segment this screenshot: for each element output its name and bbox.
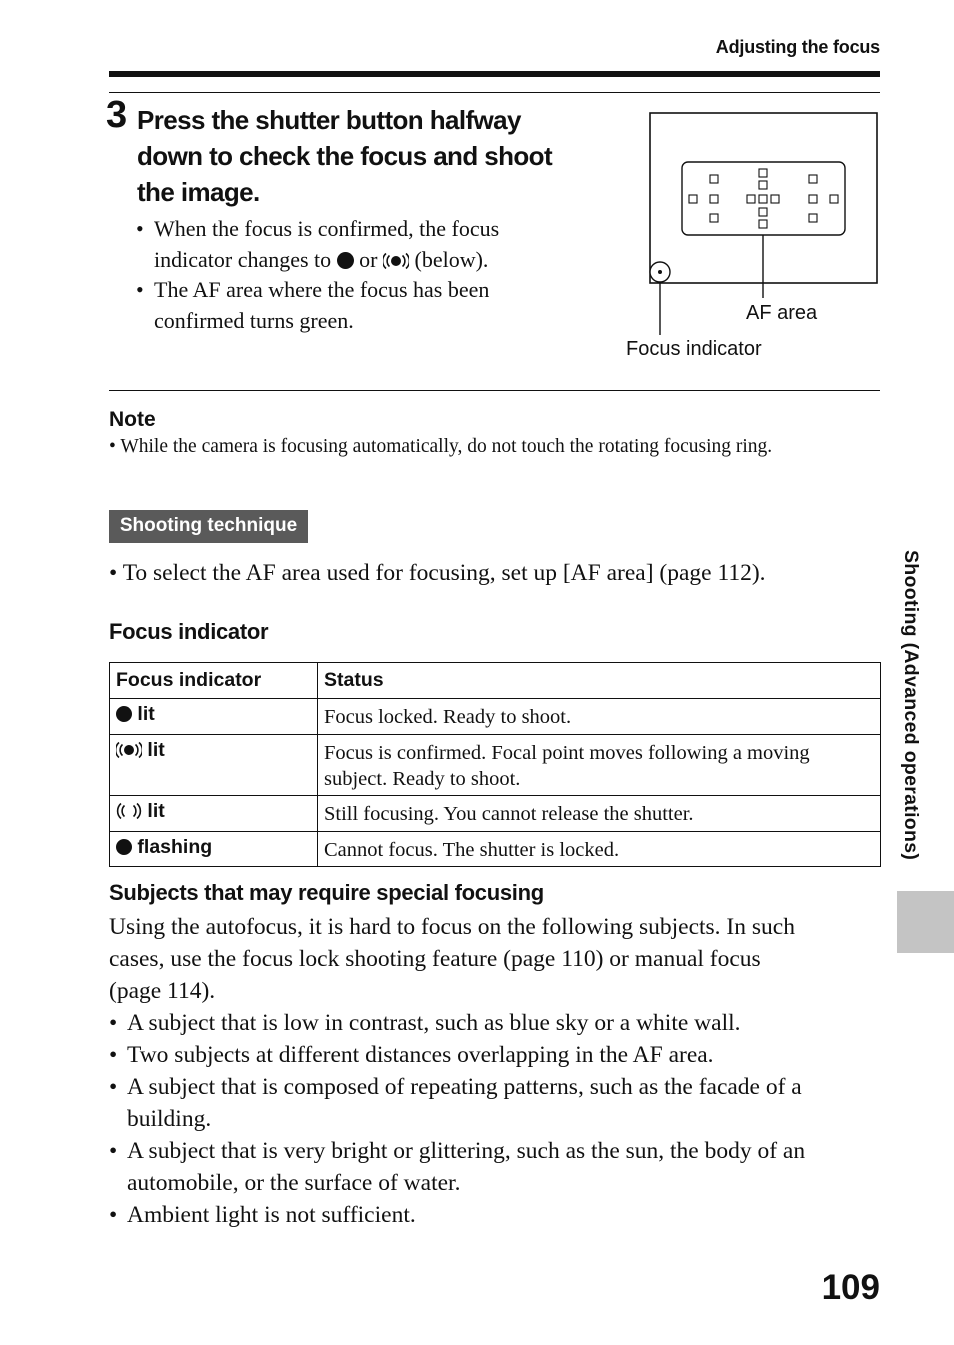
text-fragment: (below). — [414, 246, 489, 272]
indicator-state: lit — [137, 703, 155, 725]
list-item — [109, 1071, 880, 1135]
list-item-line: • A subject that is very bright or glittering, such as the sun, the body of an — [127, 1138, 806, 1164]
section-side-label: Shooting (Advanced operations) — [900, 550, 922, 861]
table-header-cell: Focus indicator — [110, 663, 318, 699]
viewfinder-diagram — [620, 105, 890, 370]
table-row — [110, 699, 881, 735]
status-line: Focus is confirmed. Focal point moves following a moving — [324, 742, 810, 764]
paragraph-line: cases, use the focus lock shooting feature (page 110) or manual focus — [109, 946, 761, 972]
step-bullet — [136, 275, 556, 336]
solid-dot-icon — [337, 252, 354, 269]
list-item — [109, 1007, 880, 1039]
paragraph-line: (page 114). — [109, 978, 216, 1004]
status-line: Still focusing. You cannot release the shutter. — [324, 803, 694, 825]
status-cell — [318, 832, 881, 867]
af-area-frame — [682, 162, 845, 235]
status-line: Focus locked. Ready to shoot. — [324, 706, 572, 728]
technique-text — [109, 560, 880, 587]
dot-with-waves-icon — [116, 741, 142, 759]
step-bullet-line — [154, 245, 556, 276]
af-area-label: AF area — [746, 302, 818, 324]
list-item — [109, 1039, 880, 1071]
paragraph-line: Using the autofocus, it is hard to focus on the following subjects. In such — [109, 914, 795, 940]
bullet-glyph: • — [109, 560, 123, 586]
list-item-line: automobile, or the surface of water. — [127, 1170, 461, 1196]
indicator-state: flashing — [137, 836, 213, 858]
waves-icon — [116, 802, 142, 820]
indicator-cell — [110, 699, 318, 735]
note-body: While the camera is focusing automatically, do not touch the rotating focusing ring. — [120, 436, 773, 457]
step-title-line: the image. — [137, 177, 260, 207]
table-header-cell: Status — [318, 663, 881, 699]
indicator-cell — [110, 735, 318, 796]
note-title: Note — [109, 408, 156, 431]
focus-indicator-table — [109, 662, 881, 867]
list-item-line: • A subject that is composed of repeating patterns, such as the facade of a — [127, 1074, 802, 1100]
status-line: subject. Ready to shoot. — [324, 768, 521, 790]
status-line: Cannot focus. The shutter is locked. — [324, 839, 620, 861]
step-title-line: down to check the focus and shoot — [137, 141, 553, 171]
table-header-row — [110, 663, 881, 699]
section-thumb-tab — [897, 891, 954, 953]
solid-dot-icon — [116, 706, 132, 722]
list-item-line: building. — [127, 1106, 212, 1132]
af-points — [689, 169, 838, 228]
indicator-cell — [110, 832, 318, 867]
step-title — [137, 102, 557, 210]
status-cell — [318, 796, 881, 832]
status-cell — [318, 699, 881, 735]
bullet-glyph: • — [109, 436, 121, 457]
note-text — [109, 436, 772, 458]
list-item-line: • A subject that is low in contrast, such as blue sky or a white wall. — [127, 1010, 741, 1036]
list-item — [109, 1199, 880, 1231]
list-item-line: • Two subjects at different distances overlapping in the AF area. — [127, 1042, 714, 1068]
list-item — [109, 1135, 880, 1199]
section-rule-bottom — [109, 390, 880, 391]
page-number: 109 — [821, 1268, 880, 1307]
step-bullet-line: • The AF area where the focus has been — [154, 277, 490, 302]
section-rule-top — [109, 92, 880, 93]
indicator-state: lit — [147, 739, 165, 761]
solid-dot-icon — [116, 839, 132, 855]
step-bullet — [136, 214, 556, 275]
step-bullet-line: • When the focus is confirmed, the focus — [154, 216, 500, 241]
table-row — [110, 796, 881, 832]
dot-with-waves-icon — [383, 252, 409, 270]
shooting-technique-label: Shooting technique — [109, 510, 308, 543]
indicator-state: lit — [147, 800, 165, 822]
step-number: 3 — [106, 94, 128, 136]
table-row — [110, 735, 881, 796]
running-header: Adjusting the focus — [715, 37, 880, 57]
text-fragment: or — [359, 246, 378, 272]
table-row — [110, 832, 881, 867]
list-item-line: • Ambient light is not sufficient. — [127, 1202, 416, 1228]
step-bullet-line: confirmed turns green. — [154, 307, 354, 333]
special-focusing-heading: Subjects that may require special focusing — [109, 880, 544, 905]
step-title-line: Press the shutter button halfway — [137, 105, 521, 135]
header-rule — [109, 71, 880, 77]
focus-indicator-label: Focus indicator — [626, 338, 762, 360]
status-cell — [318, 735, 881, 796]
step-bullets — [136, 214, 556, 336]
text-fragment: indicator changes to — [154, 246, 332, 272]
focus-indicator-heading: Focus indicator — [109, 619, 269, 644]
indicator-cell — [110, 796, 318, 832]
special-focusing-intro — [109, 911, 880, 1007]
technique-body: To select the AF area used for focusing, set up [AF area] (page 112). — [122, 560, 766, 586]
special-focusing-list — [109, 1007, 880, 1231]
